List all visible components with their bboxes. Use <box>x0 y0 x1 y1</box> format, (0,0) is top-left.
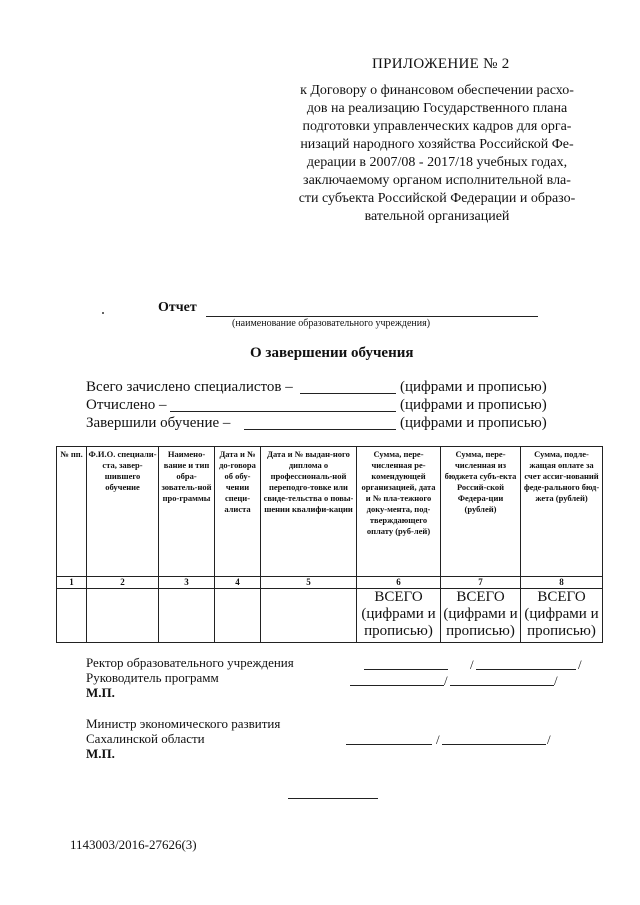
minister-title-2: Сахалинской области <box>86 731 205 746</box>
expelled-suffix: (цифрами и прописью) <box>400 397 547 413</box>
column-number: 7 <box>441 577 521 589</box>
column-number: 4 <box>215 577 261 589</box>
column-number-row <box>57 577 603 589</box>
column-number: 1 <box>57 577 87 589</box>
column-header: № пп. <box>57 447 87 577</box>
expelled-blank <box>170 411 396 412</box>
institution-fill-line <box>206 316 538 317</box>
completed-blank <box>244 429 396 430</box>
name-line <box>450 685 554 686</box>
column-number: 8 <box>521 577 603 589</box>
graduates-table <box>56 446 603 643</box>
column-number: 6 <box>357 577 441 589</box>
appendix-line: подготовки управленческих кадров для орга- <box>302 119 572 134</box>
total-row <box>57 589 603 643</box>
scan-dot <box>102 312 104 314</box>
report-subtitle: О завершении обучения <box>250 345 414 361</box>
appendix-line: дов на реализацию Государственного плана <box>306 101 568 116</box>
seal-placeholder: М.П. <box>86 746 115 761</box>
column-header: Дата и № выдан-ного диплома о профессиональ-ной переподго-товке или свиде-тельства о повы-шении квалифи-кации <box>261 447 357 577</box>
completed-row <box>86 415 586 433</box>
expelled-row <box>86 397 586 415</box>
appendix-line: низаций народного хозяйства Российской Фе- <box>300 137 574 152</box>
signature-slash: / <box>554 673 558 688</box>
column-header: Ф.И.О. специали-ста, завер-шившего обучение <box>87 447 159 577</box>
total-cell-7: ВСЕГО (цифрами и прописью) <box>441 589 521 643</box>
report-label: Отчет <box>158 300 197 315</box>
empty-cell <box>57 589 87 643</box>
signature-slash: / <box>547 732 551 747</box>
header-row <box>57 447 603 577</box>
column-number: 5 <box>261 577 357 589</box>
appendix-line: к Договору о финансовом обеспечении расхо- <box>300 83 574 98</box>
column-header: Дата и № до-говора об обу-чении специ-алиста <box>215 447 261 577</box>
completed-label: Завершили обучение – <box>86 415 231 431</box>
rector-signature-block <box>86 655 294 700</box>
head-title: Руководитель программ <box>86 670 219 685</box>
appendix-line: сти субъекта Российской Федерации и образо- <box>298 191 576 206</box>
signature-slash: / <box>436 732 440 747</box>
enrolled-label: Всего зачислено специалистов – <box>86 379 293 395</box>
signature-line <box>350 685 444 686</box>
empty-cell <box>87 589 159 643</box>
column-number: 2 <box>87 577 159 589</box>
document-code: 1143003/2016-27626(3) <box>70 837 197 852</box>
appendix-line: заключаемому органом исполнительной вла- <box>303 173 571 188</box>
completed-suffix: (цифрами и прописью) <box>400 415 547 431</box>
institution-caption: (наименование образовательного учреждения) <box>232 318 431 329</box>
seal-placeholder: М.П. <box>86 685 115 700</box>
column-number: 3 <box>159 577 215 589</box>
appendix-text <box>282 82 592 226</box>
appendix-line: вательной организацией <box>364 209 510 224</box>
column-header: Сумма, подле-жащая оплате за счет ассиг-нований феде-рального бюд-жета (рублей) <box>521 447 603 577</box>
enrolled-blank <box>300 393 396 394</box>
count-lines <box>86 379 586 433</box>
name-line <box>476 669 576 670</box>
column-header: Сумма, пере-численная ре-комендующей организацией, дата и № пла-тежного доку-мента, под-тверждающего оплату (руб-лей) <box>357 447 441 577</box>
bottom-divider <box>288 798 378 799</box>
appendix-line: дерации в 2007/08 - 2017/18 учебных годах, <box>306 155 568 170</box>
empty-cell <box>215 589 261 643</box>
total-cell-8: ВСЕГО (цифрами и прописью) <box>521 589 603 643</box>
expelled-label: Отчислено – <box>86 397 167 413</box>
column-header: Наимено-вание и тип обра-зователь-ной про-граммы <box>159 447 215 577</box>
enrolled-row <box>86 379 586 397</box>
name-line <box>442 744 546 745</box>
signature-slash: / <box>444 673 448 688</box>
column-header: Сумма, пере-численная из бюджета субъ-екта Россий-ской Федера-ции (рублей) <box>441 447 521 577</box>
rector-title: Ректор образовательного учреждения <box>86 655 294 670</box>
signature-slash: / <box>470 657 474 672</box>
enrolled-suffix: (цифрами и прописью) <box>400 379 547 395</box>
appendix-title: ПРИЛОЖЕНИЕ № 2 <box>372 56 510 72</box>
signature-slash: / <box>578 657 582 672</box>
total-cell-6: ВСЕГО (цифрами и прописью) <box>357 589 441 643</box>
minister-signature-block <box>86 716 280 761</box>
minister-title-1: Министр экономического развития <box>86 716 281 731</box>
signature-line <box>346 744 432 745</box>
signature-line <box>364 669 448 670</box>
empty-cell <box>261 589 357 643</box>
empty-cell <box>159 589 215 643</box>
